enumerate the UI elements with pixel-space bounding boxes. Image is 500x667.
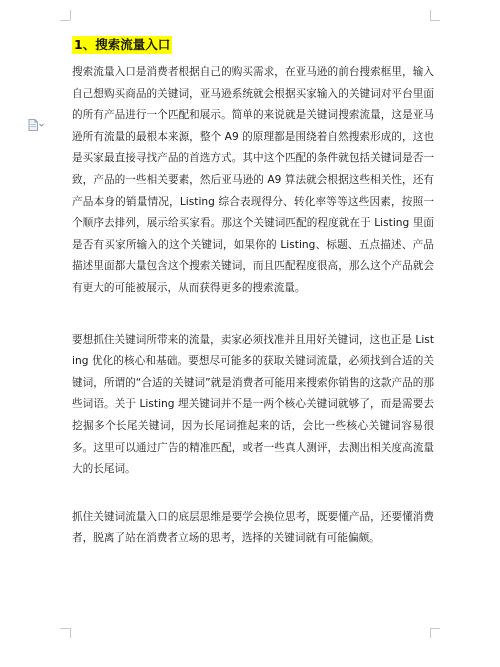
crop-mark-bottom-left-v xyxy=(70,628,71,638)
crop-mark-top-left-v xyxy=(70,10,71,20)
crop-mark-top-right-h xyxy=(430,20,440,21)
crop-mark-top-right-v xyxy=(430,10,431,20)
crop-mark-bottom-right-v xyxy=(430,628,431,638)
document-body xyxy=(72,34,434,550)
paragraph-keyword-traffic: 要想抓住关键词所带来的流量，卖家必须找准并且用好关键词，这也正是 Listing 优化的核心和基础。要想尽可能多的获取关键词流量，必须找到合适的关键词，所谓的“合适的关键词”就是消费者可能用来搜索你销售的这款产品的那些词语。关于 Listing 埋关键词并不是一两个核心关键词就够了，而是需要去挖掘多个长尾关键词，因为长尾词推起来的话，会比一些核心关键词容易很多。这里可以通过广告的精准匹配，或者一些真人测评，去测出相关度高流量大的长尾词。 xyxy=(72,333,434,476)
document-icon[interactable] xyxy=(28,116,44,128)
crop-mark-top-left-h xyxy=(60,20,70,21)
paragraph-search-entry: 搜索流量入口是消费者根据自己的购买需求，在亚马逊的前台搜索框里，输入自己想购买商品的关键词，亚马逊系统就会根据买家输入的关键词对平台里面的所有产品进行一个匹配和展示。简单的来说就是关键词搜索流量，这是亚马逊所有流量的最根本来源，整个 A9 的原理都是围绕着自然搜索形成的，这也是买家最直接寻找产品的首选方式。其中这个匹配的条件就包括关键词是否一致，产品的一些相关要素，然后亚马逊的 A9 算法就会根据这些相关性，还有产品本身的销量情况，Listing 综合表现得分、转化率等等这些因素，按照一个顺序去排列，展示给买家看。那这个关键词匹配的程度就在于 Listing 里面是否有买家所输入的这个关键词，如果你的 Listing、标题、五点描述、产品描述里面都大量包含这个搜索关键词，而且匹配程度很高，那么这个产品就会有更大的可能被展示，从而获得更多的搜索流量。 xyxy=(72,66,434,294)
crop-mark-bottom-left-h xyxy=(60,628,70,629)
section-heading: 1、搜索流量入口 xyxy=(74,37,171,52)
paragraph-empathy-thinking: 抓住关键词流量入口的底层思维是要学会换位思考，既要懂产品，还要懂消费者，脱离了站在消费者立场的思考，选择的关键词就有可能偏颇。 xyxy=(72,510,434,545)
paragraph-spacer xyxy=(72,481,434,507)
document-icon-svg xyxy=(28,119,44,131)
crop-mark-bottom-right-h xyxy=(430,628,440,629)
paragraph-spacer xyxy=(72,300,434,330)
